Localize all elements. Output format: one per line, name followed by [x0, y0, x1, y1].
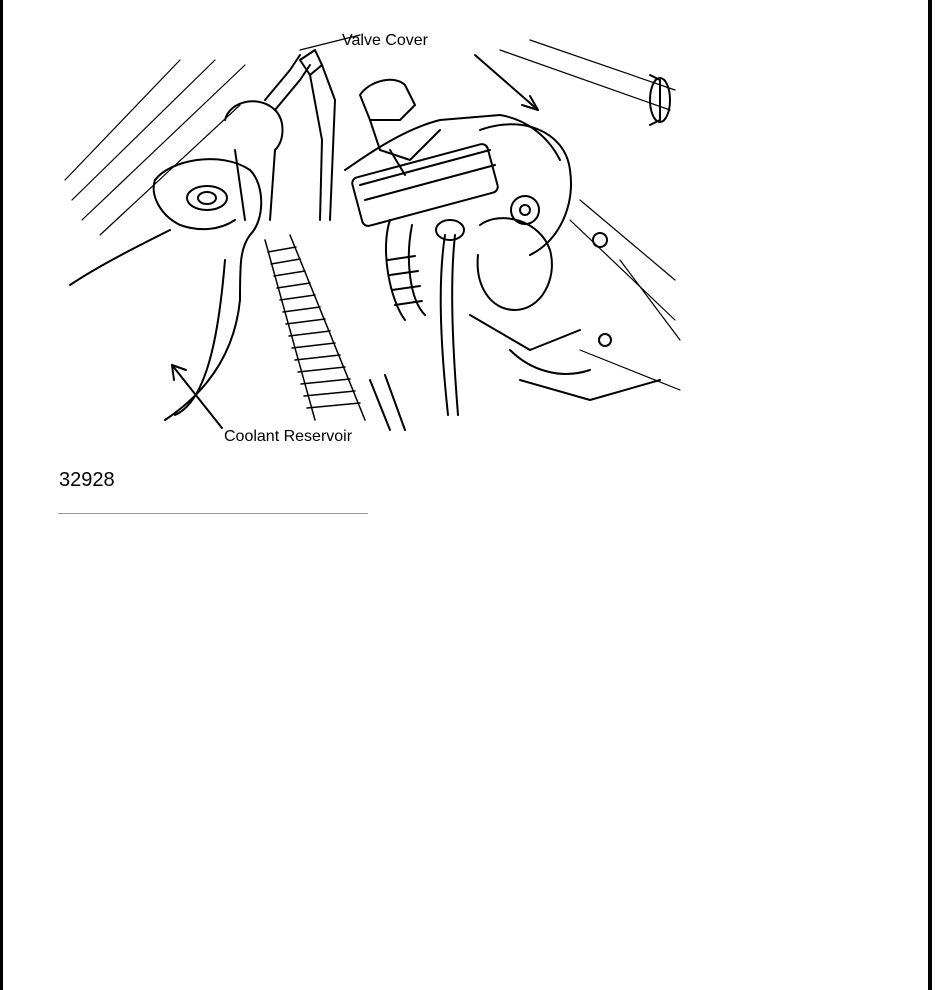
reservoir-cap-and-hoses	[225, 50, 335, 220]
hood-hatching	[65, 35, 360, 235]
right-fitting	[650, 75, 670, 125]
left-border	[0, 0, 3, 990]
valve-cover-assembly	[345, 80, 660, 415]
valve-cover-leader	[475, 55, 538, 110]
corrugated-hose	[265, 235, 365, 420]
valve-cover-label: Valve Cover	[342, 32, 428, 49]
figure-number: 32928	[59, 469, 115, 491]
coolant-reservoir-leader	[172, 365, 222, 428]
engine-illustration	[60, 20, 690, 455]
lower-hose	[370, 375, 405, 430]
coolant-reservoir-label: Coolant Reservoir	[224, 428, 353, 445]
right-border	[928, 0, 932, 990]
caption-divider	[58, 513, 368, 514]
coolant-reservoir-shape	[70, 159, 261, 420]
